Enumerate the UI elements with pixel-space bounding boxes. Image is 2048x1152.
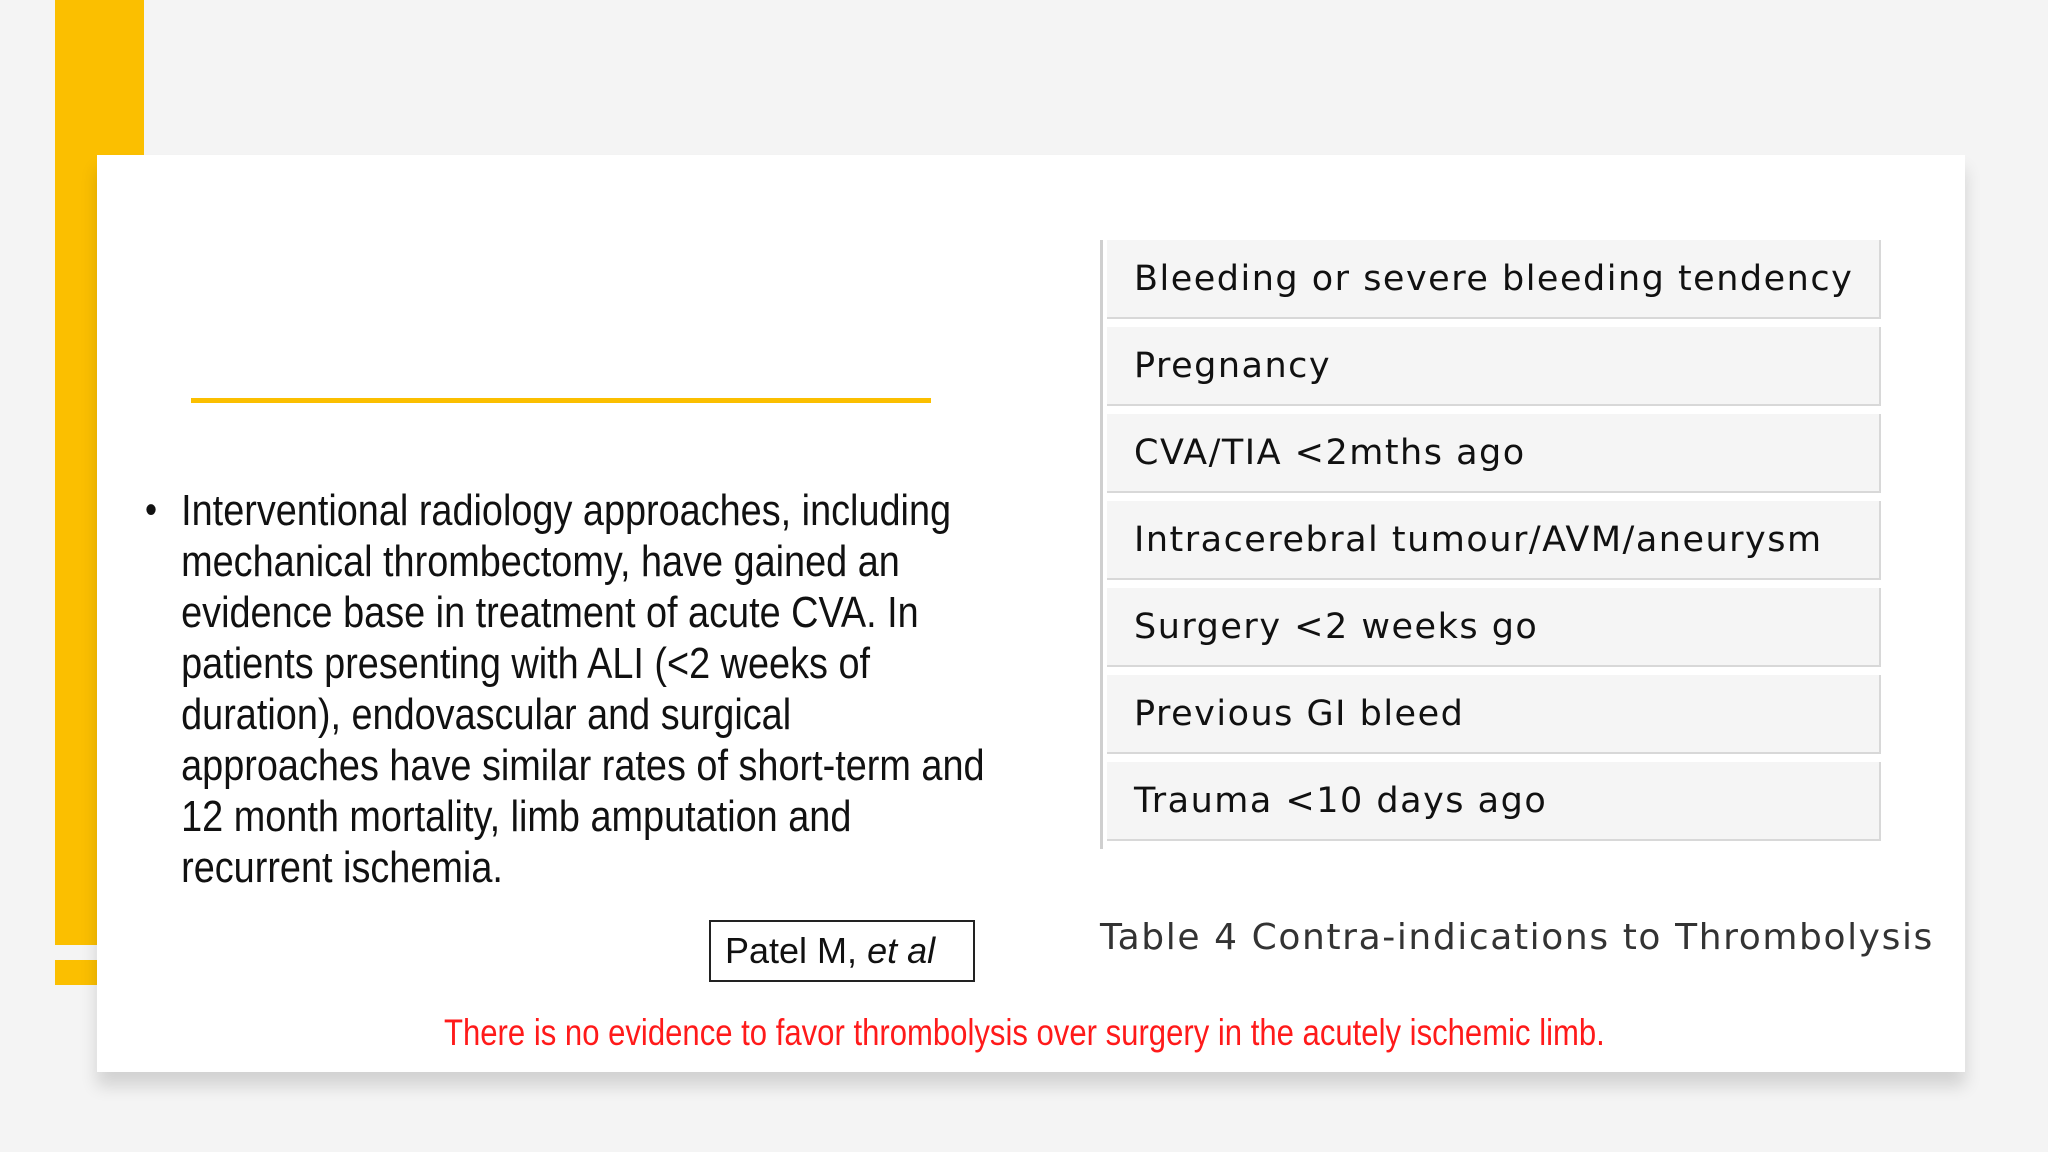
table-caption: Table 4 Contra-indications to Thrombolysis (1100, 917, 1934, 958)
table-row: Surgery <2 weeks go (1107, 588, 1881, 667)
citation (725, 928, 965, 974)
contraindications-table (1100, 240, 1881, 849)
accent-bar-bottom (55, 960, 98, 985)
citation-author: Patel M, (725, 930, 858, 971)
citation-etal: et al (867, 930, 936, 971)
bullet-text: Interventional radiology approaches, including mechanical thrombectomy, have gained an evidence base in treatment of acute CVA. In patients presenting with ALI (<2 weeks of duration), endovascular and surgical approaches have similar rates of short-term and 12 month mortality, limb amputation and recurrent ischemia. (181, 486, 985, 892)
table-row: Pregnancy (1107, 327, 1881, 406)
table-row: CVA/TIA <2mths ago (1107, 414, 1881, 493)
accent-bar-top (55, 0, 144, 155)
table-row: Bleeding or severe bleeding tendency (1107, 240, 1881, 319)
evidence-note: There is no evidence to favor thrombolysis over surgery in the acutely ischemic limb. (444, 1012, 1605, 1053)
table-row: Trauma <10 days ago (1107, 762, 1881, 841)
accent-bar-left (55, 155, 98, 945)
title-underline (191, 398, 931, 403)
table-row: Intracerebral tumour/AVM/aneurysm (1107, 501, 1881, 580)
bullet-point (145, 485, 988, 893)
bullet-symbol: • (145, 488, 158, 532)
table-row: Previous GI bleed (1107, 675, 1881, 754)
